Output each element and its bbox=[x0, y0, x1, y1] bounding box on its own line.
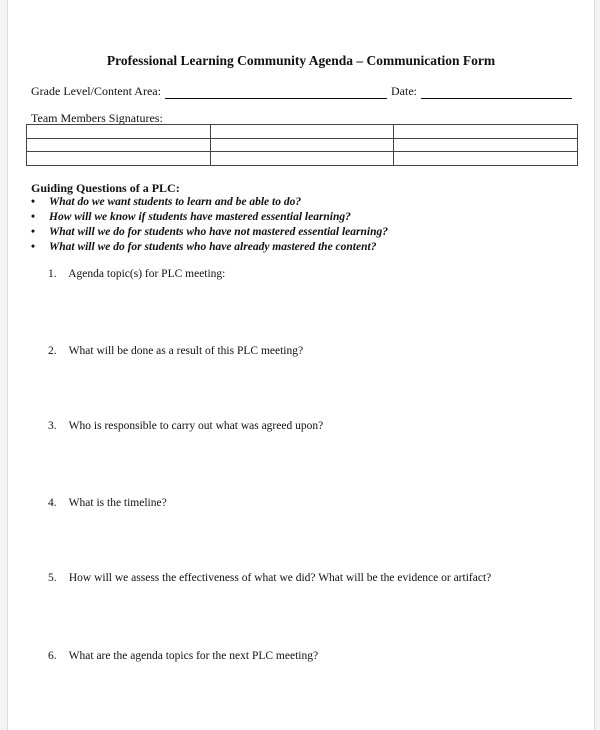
signature-cell[interactable] bbox=[27, 125, 211, 139]
guiding-question-text: How will we know if students have mastered essential learning? bbox=[49, 211, 351, 223]
table-row bbox=[27, 138, 578, 152]
question-number: 4. bbox=[48, 497, 57, 509]
question-3 bbox=[48, 420, 323, 432]
question-text: Who is responsible to carry out what was agreed upon? bbox=[68, 420, 324, 432]
table-row bbox=[27, 125, 578, 139]
question-text: Agenda topic(s) for PLC meeting: bbox=[68, 268, 226, 280]
table-row bbox=[27, 152, 578, 166]
guiding-question-text: What do we want students to learn and be able to do? bbox=[49, 196, 302, 208]
date-blank[interactable] bbox=[421, 87, 572, 99]
date-label: Date: bbox=[391, 84, 417, 98]
question-2 bbox=[48, 345, 303, 357]
date-field bbox=[391, 84, 572, 99]
signatures-label: Team Members Signatures: bbox=[31, 111, 163, 125]
bullet-icon: • bbox=[31, 226, 36, 238]
bullet-icon: • bbox=[31, 211, 36, 223]
signature-cell[interactable] bbox=[394, 152, 578, 166]
form-title: Professional Learning Community Agenda – Communication Form bbox=[106, 53, 496, 68]
question-text: What will be done as a result of this PLC meeting? bbox=[68, 345, 304, 357]
list-item bbox=[31, 240, 388, 255]
question-text: What is the timeline? bbox=[68, 497, 167, 509]
question-text: How will we assess the effectiveness of what we did? What will be the evidence or artifact? bbox=[68, 572, 492, 584]
question-number: 3. bbox=[48, 420, 57, 432]
bullet-icon: • bbox=[31, 196, 36, 208]
signature-cell[interactable] bbox=[27, 138, 211, 152]
signatures-table bbox=[26, 124, 578, 166]
signature-cell[interactable] bbox=[210, 138, 394, 152]
list-item bbox=[31, 210, 388, 225]
signature-cell[interactable] bbox=[210, 125, 394, 139]
question-5 bbox=[48, 572, 491, 584]
bullet-icon: • bbox=[31, 241, 36, 253]
guiding-question-text: What will we do for students who have already mastered the content? bbox=[49, 241, 377, 253]
document-page bbox=[7, 0, 595, 730]
question-number: 1. bbox=[48, 268, 57, 280]
question-4 bbox=[48, 497, 167, 509]
list-item bbox=[31, 195, 388, 210]
guiding-question-text: What will we do for students who have not mastered essential learning? bbox=[49, 226, 388, 238]
grade-level-blank[interactable] bbox=[165, 87, 387, 99]
guiding-questions-title: Guiding Questions of a PLC: bbox=[31, 181, 180, 195]
signature-cell[interactable] bbox=[210, 152, 394, 166]
question-6 bbox=[48, 650, 318, 662]
question-1 bbox=[48, 268, 225, 280]
guiding-questions-list bbox=[31, 195, 388, 255]
question-number: 2. bbox=[48, 345, 57, 357]
grade-level-field bbox=[31, 84, 387, 99]
grade-level-label: Grade Level/Content Area: bbox=[31, 84, 161, 98]
signature-cell[interactable] bbox=[394, 125, 578, 139]
signature-cell[interactable] bbox=[27, 152, 211, 166]
list-item bbox=[31, 225, 388, 240]
signature-cell[interactable] bbox=[394, 138, 578, 152]
question-number: 5. bbox=[48, 572, 57, 584]
question-number: 6. bbox=[48, 650, 57, 662]
question-text: What are the agenda topics for the next PLC meeting? bbox=[68, 650, 319, 662]
